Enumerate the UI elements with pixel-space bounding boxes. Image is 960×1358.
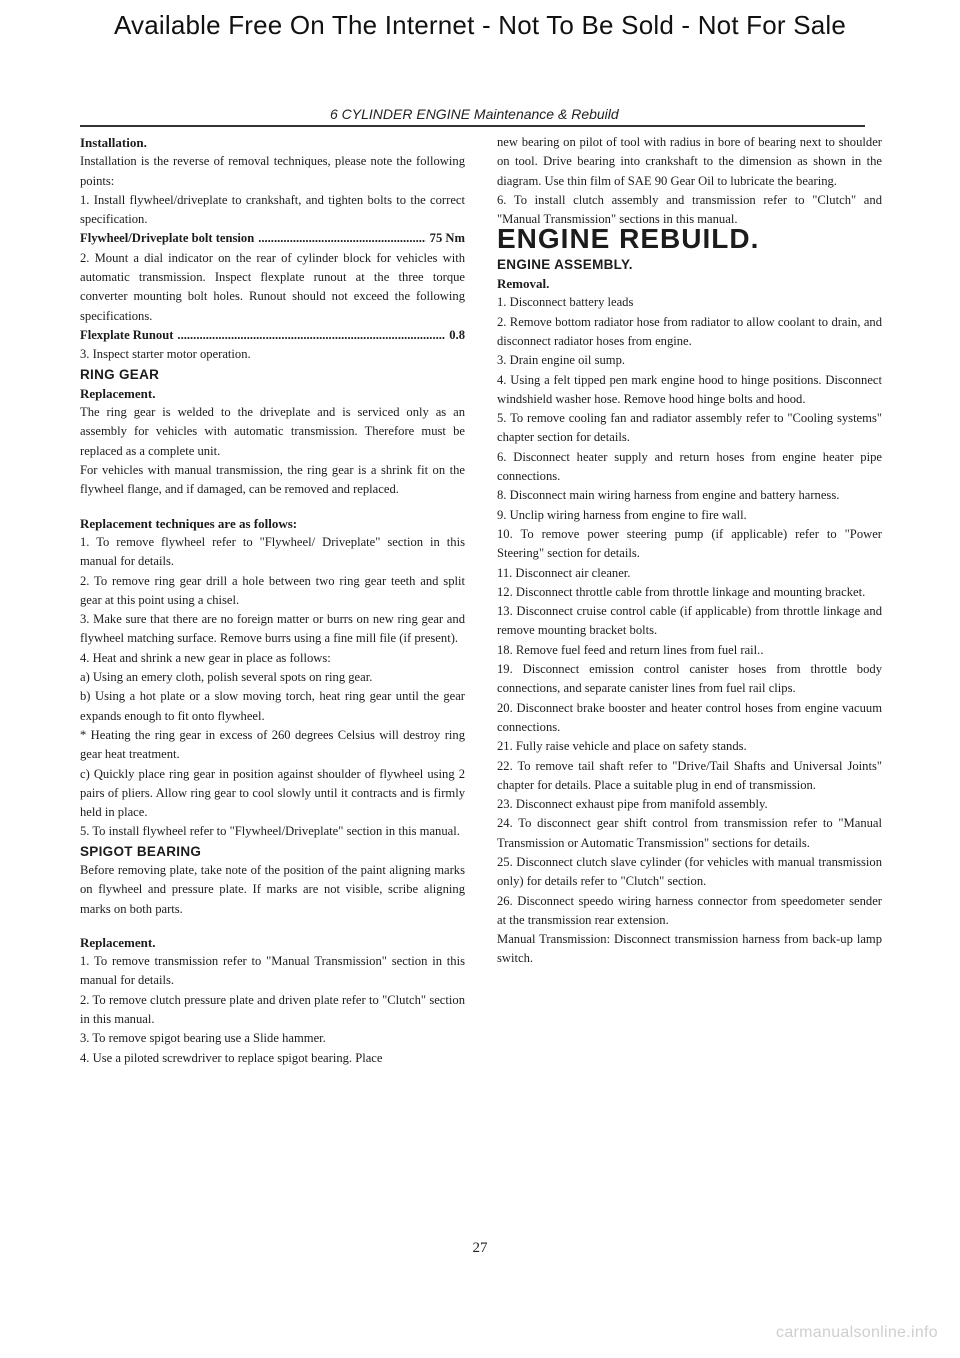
header-rule (80, 125, 865, 127)
ring-gear-heading: RING GEAR (80, 366, 160, 382)
installation-heading: Installation. (80, 135, 147, 150)
list-item: b) Using a hot plate or a slow moving torch, heat ring gear until the gear expands enough to fit onto flywheel. (80, 689, 465, 723)
list-item: 12. Disconnect throttle cable from throttle linkage and mounting bracket. (497, 584, 866, 599)
list-item: 2. To remove clutch pressure plate and driven plate refer to "Clutch" section in this manual. (80, 992, 465, 1027)
list-item: 19. Disconnect emission control canister hoses from throttle body connections, and separate canister lines from fuel rail clips. (497, 662, 882, 696)
list-item: 9. Unclip wiring harness from engine to fire wall. (497, 507, 747, 522)
leader-dots (258, 229, 425, 248)
paragraph: 3. Inspect starter motor operation. (80, 347, 251, 362)
list-item: 1. To remove transmission refer to "Manual Transmission" section in this manual for details. (80, 954, 465, 988)
list-item: 21. Fully raise vehicle and place on safety stands. (497, 739, 747, 754)
list-item: 25. Disconnect clutch slave cylinder (for vehicles with manual transmission only) for details refer to "Clutch" section. (497, 854, 882, 889)
list-item: 13. Disconnect cruise control cable (if applicable) from throttle linkage and remove mounting bracket bolts. (497, 604, 882, 638)
source-watermark: carmanualsonline.info (776, 1324, 938, 1341)
warning-note: * Heating the ring gear in excess of 260 degrees Celsius will destroy ring gear heat treatment. (80, 727, 465, 762)
paragraph: new bearing on pilot of tool with radius in bore of bearing next to shoulder on tool. Drive bearing into crankshaft to the dimension as shown in the diagram. Use thin film of SAE 90 Gear Oil to lubricate the bearing. (497, 135, 882, 188)
leader-dots (177, 326, 445, 345)
replacement-heading: Replacement. (80, 385, 156, 401)
list-item: 11. Disconnect air cleaner. (497, 565, 631, 580)
spec-line (80, 326, 465, 345)
list-item: 4. Using a felt tipped pen mark engine hood to hinge positions. Disconnect windshield washer hose. Remove hood hinge bolts and hood. (497, 372, 882, 406)
list-item: 22. To remove tail shaft refer to "Drive/Tail Shafts and Universal Joints" chapter for details. Place a suitable plug in end of transmission. (497, 758, 882, 792)
list-item: c) Quickly place ring gear in position against shoulder of flywheel using 2 pairs of pliers. Allow ring gear to cool slowly until it contracts and is firmly held in place. (80, 766, 465, 820)
paragraph: The ring gear is welded to the driveplate and is serviced only as an assembly for vehicles with automatic transmission. Therefore must be replaced as a complete unit. (80, 405, 465, 458)
paragraph: For vehicles with manual transmission, the ring gear is a shrink fit on the flywheel flange, and if damaged, can be removed and replaced. (80, 463, 465, 497)
left-column (80, 133, 465, 1068)
list-item: 5. To install flywheel refer to "Flywheel/Driveplate" section in this manual. (80, 824, 460, 839)
spec-value: 75 Nm (429, 231, 465, 246)
replacement-heading: Replacement. (80, 934, 156, 950)
page-number: 27 (472, 1240, 488, 1256)
list-item: 4. Heat and shrink a new gear in place as follows: (80, 650, 331, 665)
list-item: a) Using an emery cloth, polish several spots on ring gear. (80, 670, 373, 685)
paragraph: Installation is the reverse of removal techniques, please note the following points: (80, 154, 465, 188)
list-item: 24. To disconnect gear shift control from transmission refer to "Manual Transmission or Automatic Transmission" sections for details. (497, 816, 882, 850)
distribution-banner: Available Free On The Internet - Not To Be Sold - Not For Sale (113, 10, 847, 40)
list-item: 2. To remove ring gear drill a hole between two ring gear teeth and split gear at this point using a chisel. (80, 573, 465, 607)
list-item: 10. To remove power steering pump (if applicable) refer to "Power Steering" section for details. (497, 526, 882, 561)
engine-assembly-heading: ENGINE ASSEMBLY. (497, 256, 633, 272)
list-item: 1. Disconnect battery leads (497, 295, 634, 310)
list-item: 8. Disconnect main wiring harness from engine and battery harness. (497, 488, 840, 503)
removal-heading: Removal. (497, 276, 550, 292)
spec-label: Flywheel/Driveplate bolt tension (80, 231, 255, 246)
list-item: 18. Remove fuel feed and return lines from fuel rail.. (497, 642, 764, 657)
techniques-heading: Replacement techniques are as follows: (80, 515, 298, 531)
spec-line (80, 229, 465, 248)
list-item: 6. Disconnect heater supply and return hoses from engine heater pipe connections. (497, 449, 882, 484)
list-item: Manual Transmission: Disconnect transmission harness from back-up lamp switch. (497, 932, 882, 966)
list-item: 5. To remove cooling fan and radiator assembly refer to "Cooling systems" chapter section for details. (497, 411, 882, 445)
list-item: 3. Drain engine oil sump. (497, 353, 626, 368)
running-head: 6 CYLINDER ENGINE Maintenance & Rebuild (330, 106, 619, 122)
list-item: 4. Use a piloted screwdriver to replace spigot bearing. Place (80, 1050, 383, 1065)
right-column (497, 133, 882, 969)
list-item: 3. To remove spigot bearing use a Slide hammer. (80, 1031, 326, 1046)
list-item: 3. Make sure that there are no foreign matter or burrs on new ring gear and flywheel matching surface. Remove burrs using a fine mill file (if present). (80, 612, 465, 646)
list-item: 26. Disconnect speedo wiring harness connector from speedometer sender at the transmission rear extension. (497, 893, 882, 927)
list-item: 23. Disconnect exhaust pipe from manifold assembly. (497, 797, 768, 812)
list-item: 20. Disconnect brake booster and heater control hoses from engine vacuum connections. (497, 700, 882, 734)
spigot-bearing-heading: SPIGOT BEARING (80, 843, 202, 859)
spec-label: Flexplate Runout (80, 327, 174, 342)
paragraph: 1. Install flywheel/driveplate to crankshaft, and tighten bolts to the correct specification. (80, 192, 465, 227)
list-item: 2. Remove bottom radiator hose from radiator to allow coolant to drain, and disconnect radiator hoses from engine. (497, 314, 882, 348)
spec-value: 0.8 (449, 327, 465, 342)
list-item: 1. To remove flywheel refer to "Flywheel/ Driveplate" section in this manual for details. (80, 534, 465, 569)
paragraph: 2. Mount a dial indicator on the rear of cylinder block for vehicles with automatic transmission. Inspect flexplate runout at the three torque converter mounting bolt holes. Runout should not exceed the following specifications. (80, 250, 465, 323)
list-item: 6. To install clutch assembly and transmission refer to "Clutch" and "Manual Transmission" sections in this manual. (497, 192, 882, 227)
paragraph: Before removing plate, take note of the position of the paint aligning marks on flywheel and pressure plate. If marks are not visible, scribe aligning marks on both parts. (80, 862, 465, 916)
chapter-title: ENGINE REBUILD. (497, 223, 760, 255)
